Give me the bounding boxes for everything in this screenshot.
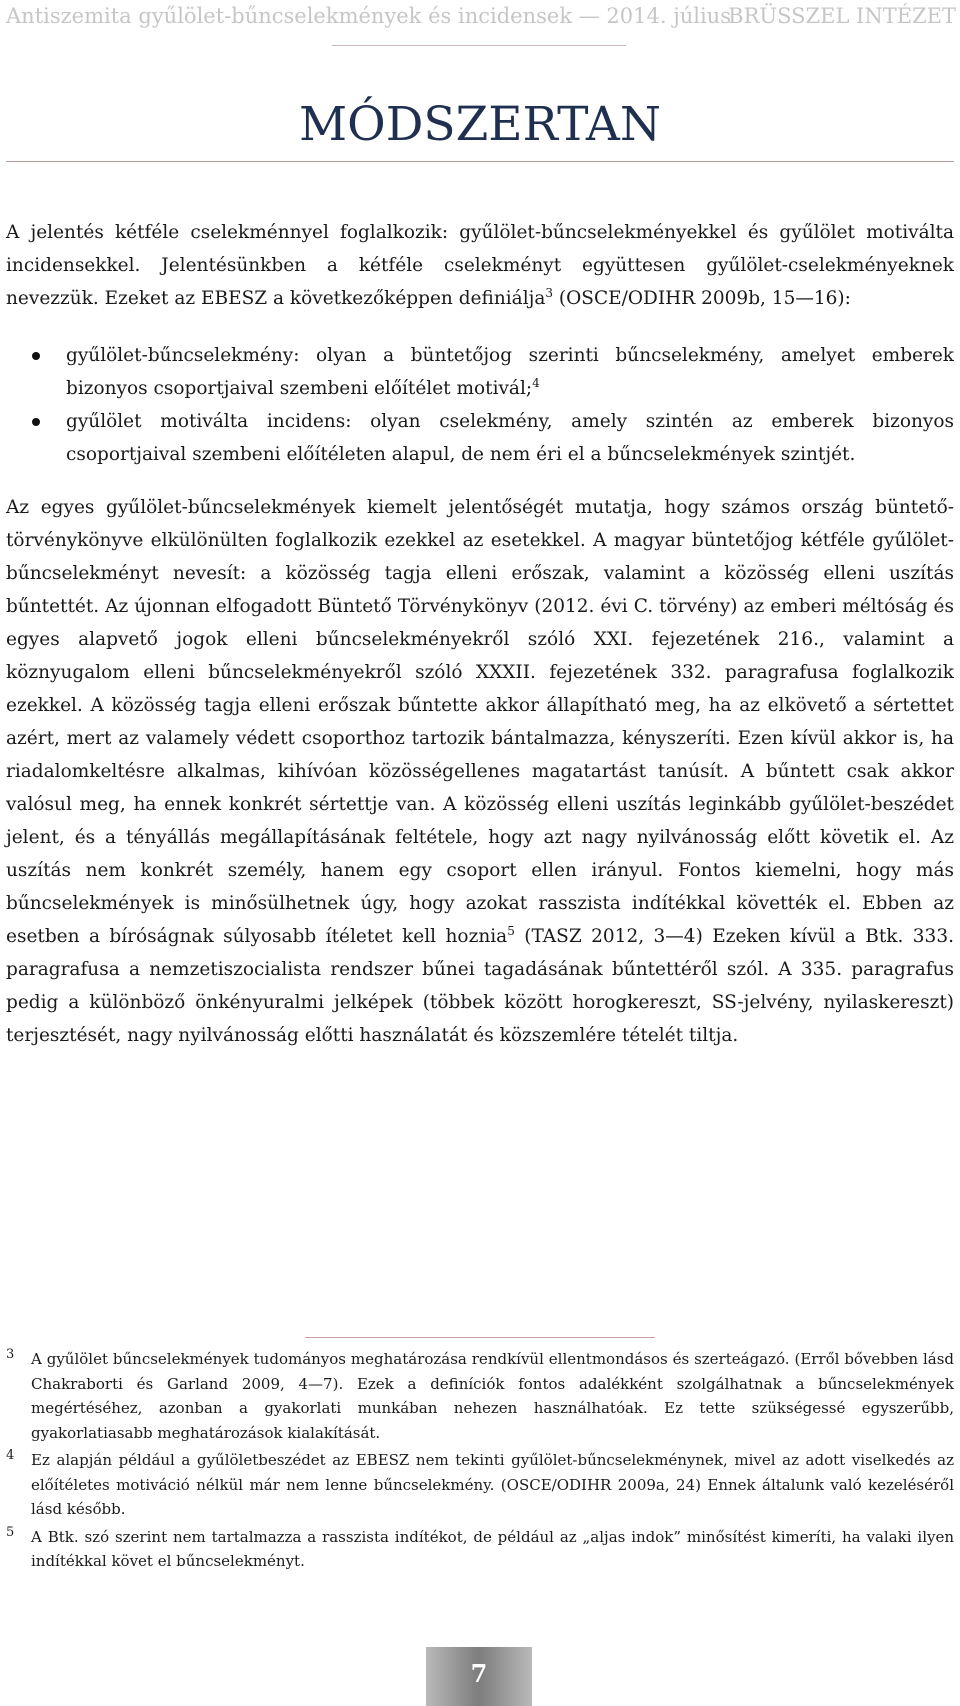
footnote-number: 3 — [6, 1347, 15, 1362]
intro-text: A jelentés kétféle cselekménnyel foglalkozik: gyűlölet-bűncselekményekkel és gyűlölet motiválta incidensekkel. Jelentésünkben a kétféle cselekményt együttesen gyűlölet-cselekményeknek nevezzük. Ezeket az EBESZ a következőképpen definiálja — [6, 222, 954, 309]
list-item — [66, 405, 954, 471]
legal-text-part1: Az egyes gyűlölet-bűncselekmények kiemelt jelentőségét mutatja, hogy számos ország büntető-törvénykönyve elkülönülten foglalkozik ezekkel az esetekkel. A magyar büntetőjog kétféle gyűlölet-bűncselekményt nevesít: a közösség tagja elleni erőszak, valamint a közösség elleni uszítás bűntettét. Az újonnan elfogadott Büntető Törvénykönyv (2012. évi C. törvény) az emberi méltóság és egyes alapvető jogok elleni bűncselekményekről szóló XXI. fejezetének 216., valamint a köznyugalom elleni bűncselekményekről szóló XXXII. fejezetének 332. paragrafusa foglalkozik ezekkel. A közösség tagja elleni erőszak bűntette akkor állapítható meg, ha az elkövető a sértettet azért, mert az valamely védett csoporthoz tartozik bántalmazza, kényszeríti. Ezen kívül akkor is, ha riadalomkeltésre alkalmas, kihívóan közösségellenes magatartást tanúsít. A bűntett csak akkor valósul meg, ha ennek konkrét sértettje van. A közösség elleni uszítás leginkább gyűlölet-beszédet jelent, és a tényállás megállapításának feltétele, hogy azt nagy nyilvánosság előtt követik el. Az uszítás nem konkrét személy, hanem egy csoport ellen irányul. Fontos kiemelni, hogy más bűncselekmények is minősülhetnek úgy, hogy azokat rasszista indítékkal követték el. Ebben az esetben a bíróságnak súlyosabb ítéletet kell hoznia — [6, 497, 954, 947]
intro-tail: (OSCE/ODIHR 2009b, 15—16): — [553, 288, 851, 309]
list-item-text: gyűlölet motiválta incidens: olyan cselekmény, amely szintén az emberek bizonyos csoportjaival szembeni előítéleten alapul, de nem éri el a bűncselekmények szintjét. — [66, 411, 954, 465]
header-divider — [332, 45, 626, 46]
footnotes — [6, 1347, 954, 1577]
footnote-text: A Btk. szó szerint nem tartalmazza a rasszista indítékot, de például az „aljas indok” minősítést kimeríti, ha valaki ilyen indítékkal követ el bűncselekményt. — [31, 1527, 954, 1570]
legal-text-part2: (TASZ 2012, 3—4) Ezeken kívül a Btk. 333. paragrafusa a nemzetiszocialista rendszer bűnei tagadásának bűntettéről szól. A 335. paragrafus pedig a különböző önkényuralmi jelképek (többek között horogkereszt, SS-jelvény, nyilaskereszt) terjesztését, nagy nyilvánosság előtti használatát és közszemlére tételét tiltja. — [6, 926, 954, 1046]
running-header-title: Antiszemita gyűlölet-bűncselekmények és incidensek — 2014. július — [6, 4, 731, 28]
running-header-publisher: BRÜSSZEL INTÉZET — [728, 4, 956, 28]
footnote-ref-3[interactable]: 3 — [545, 286, 554, 300]
footnote-ref-4[interactable]: 4 — [532, 376, 540, 390]
footnote — [6, 1448, 954, 1522]
definition-list — [6, 339, 954, 471]
bullet-icon — [32, 418, 40, 426]
list-item-text: gyűlölet-bűncselekmény: olyan a büntetőjog szerinti bűncselekmény, amelyet emberek bizonyos csoportjaival szembeni előítélet motivál; — [66, 345, 954, 399]
list-item — [66, 339, 954, 405]
running-header — [6, 4, 956, 34]
page-number-box — [426, 1647, 532, 1706]
footnote-ref-5[interactable]: 5 — [507, 924, 515, 938]
main-body — [6, 216, 954, 1052]
footnote-text: Ez alapján például a gyűlöletbeszédet az EBESZ nem tekinti gyűlölet-bűncselekménynek, mivel az adott viselkedés az előítéletes motiváció nélkül már nem lenne bűncselekmény. (OSCE/ODIHR 2009a, 24) Ennek általunk való kezeléséről lásd később. — [31, 1451, 954, 1518]
footnote — [6, 1525, 954, 1574]
footnote — [6, 1347, 954, 1445]
bullet-icon — [32, 352, 40, 360]
legal-paragraph — [6, 491, 954, 1052]
page-title: MÓDSZERTAN — [299, 97, 661, 152]
page-number: 7 — [470, 1659, 488, 1688]
footnote-number: 4 — [6, 1448, 15, 1463]
footnote-divider — [305, 1337, 655, 1338]
title-divider — [6, 161, 954, 162]
footnote-text: A gyűlölet bűncselekmények tudományos meghatározása rendkívül ellentmondásos és szerteágazó. (Erről bővebben lásd Chakraborti és Garland 2009, 4—7). Ezek a definíciók fontos adalékként szolgálhatnak a bűncselekmények megértéséhez, azonban a gyakorlati munkában nehezen használhatóak. Ez tette szükségessé egyszerűbb, gyakorlatiasabb meghatározások kialakítását. — [31, 1350, 954, 1442]
footnote-number: 5 — [6, 1524, 15, 1540]
intro-paragraph — [6, 216, 954, 315]
